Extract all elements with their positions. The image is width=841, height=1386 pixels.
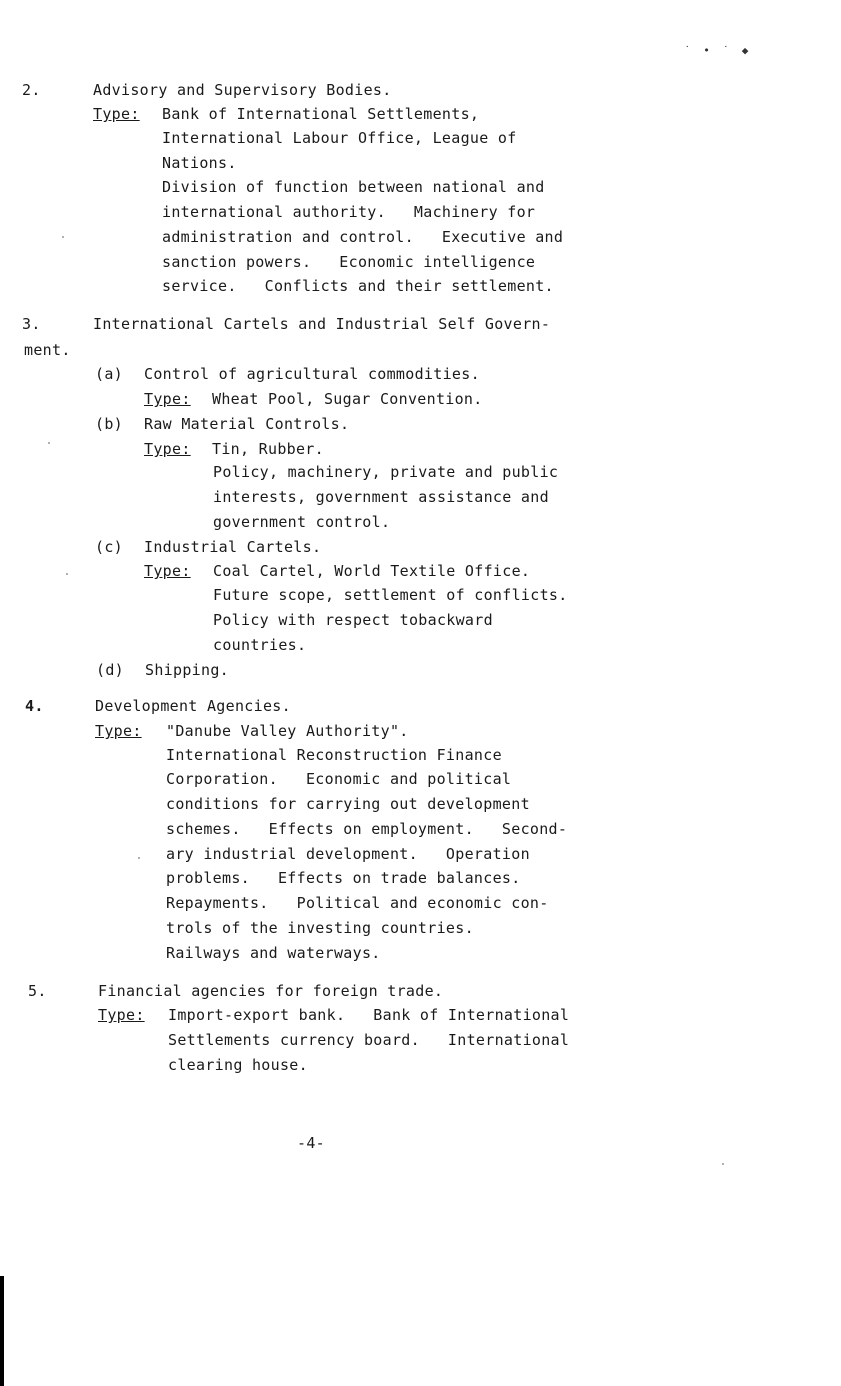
section-2-title: Advisory and Supervisory Bodies. [93,81,392,99]
section-3b-text: Raw Material Controls. [144,415,350,433]
section-3c-type-label: Type: [144,562,191,580]
section-5-line: Import-export bank. Bank of International [168,1006,570,1024]
scan-speck [48,442,50,444]
section-2-line: sanction powers. Economic intelligence [162,253,536,271]
section-3-title: International Cartels and Industrial Self Govern- [93,315,551,333]
section-4-line: Railways and waterways. [166,944,381,962]
section-3b-line: Policy, machinery, private and public [213,463,559,481]
scan-speck [138,857,140,859]
section-5-line: Settlements currency board. International [168,1031,570,1049]
section-5-type-label: Type: [98,1006,145,1024]
section-5-title: Financial agencies for foreign trade. [98,982,444,1000]
section-4-line: ary industrial development. Operation [166,845,530,863]
section-2-line: international authority. Machinery for [162,203,536,221]
section-2-number: 2. [22,81,41,99]
section-2-type-label: Type: [93,105,140,123]
section-3c-label: (c) [95,538,123,556]
section-3b-line: interests, government assistance and [213,488,549,506]
section-3c-line: Future scope, settlement of conflicts. [213,586,568,604]
section-4-number: 4. [25,697,44,715]
section-2-line: administration and control. Executive and [162,228,564,246]
section-5-line: clearing house. [168,1056,308,1074]
section-2-line: Bank of International Settlements, [162,105,480,123]
section-2-line: International Labour Office, League of [162,129,517,147]
section-3d-text: Shipping. [145,661,229,679]
section-3b-label: (b) [95,415,123,433]
scan-speck [66,573,68,575]
section-4-line: trols of the investing countries. [166,919,474,937]
scan-speck [722,1163,724,1165]
section-4-line: International Reconstruction Finance [166,746,502,764]
section-3a-type-label: Type: [144,390,191,408]
section-3a-type-text: Wheat Pool, Sugar Convention. [212,390,483,408]
page-number: -4- [297,1134,325,1152]
section-4-line: schemes. Effects on employment. Second- [166,820,568,838]
section-3b-type-label: Type: [144,440,191,458]
section-3b-type-text: Tin, Rubber. [212,440,324,458]
section-3c-type-text: Coal Cartel, World Textile Office. [213,562,531,580]
section-3a-label: (a) [95,365,123,383]
section-2-line: Division of function between national and [162,178,545,196]
section-3d-label: (d) [96,661,124,679]
section-3c-line: countries. [213,636,307,654]
section-2-line: service. Conflicts and their settlement. [162,277,554,295]
section-4-line: "Danube Valley Authority". [166,722,409,740]
section-3c-line: Policy with respect tobackward [213,611,493,629]
section-3c-text: Industrial Cartels. [144,538,322,556]
section-3-title-cont: ment. [24,341,71,359]
section-4-line: problems. Effects on trade balances. [166,869,521,887]
section-2-line: Nations. [162,154,237,172]
section-4-line: Corporation. Economic and political [166,770,512,788]
section-4-type-label: Type: [95,722,142,740]
section-5-number: 5. [28,982,47,1000]
scan-speck [62,236,64,238]
scan-edge-bar [0,1276,4,1386]
corner-mark: ˙ • ˙ ◆ [684,44,752,57]
section-3-number: 3. [22,315,41,333]
section-4-line: conditions for carrying out development [166,795,530,813]
section-4-title: Development Agencies. [95,697,291,715]
section-3b-line: government control. [213,513,391,531]
section-3a-text: Control of agricultural commodities. [144,365,480,383]
section-4-line: Repayments. Political and economic con- [166,894,549,912]
